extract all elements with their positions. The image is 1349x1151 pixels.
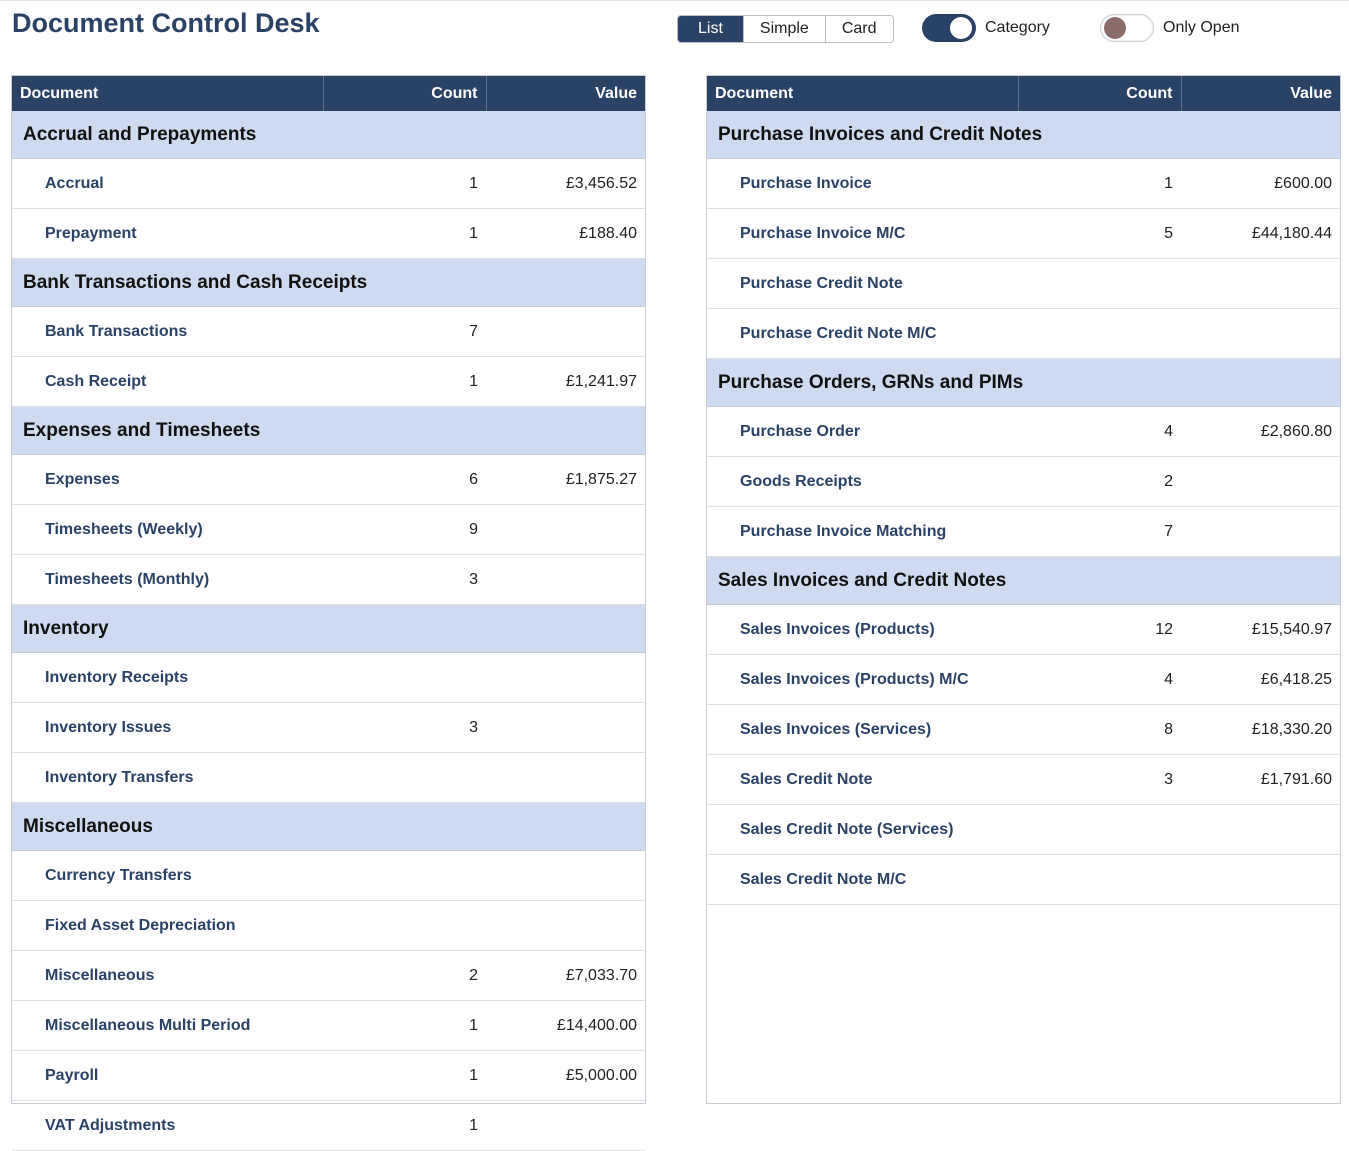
document-value: £5,000.00 <box>486 1051 645 1101</box>
view-mode-selector <box>677 15 894 43</box>
table-row[interactable] <box>707 855 1340 905</box>
table-row[interactable] <box>707 605 1340 655</box>
document-name-link[interactable]: Sales Invoices (Products) <box>707 605 1018 655</box>
table-row[interactable] <box>707 259 1340 309</box>
category-toggle-track[interactable] <box>922 14 976 42</box>
document-count: 6 <box>323 455 486 505</box>
document-name-link[interactable]: VAT Adjustments <box>12 1101 323 1151</box>
table-row[interactable] <box>12 653 645 703</box>
table-row[interactable] <box>707 209 1340 259</box>
document-name-link[interactable]: Prepayment <box>12 209 323 259</box>
category-label: Sales Invoices and Credit Notes <box>707 557 1340 605</box>
document-count <box>323 851 486 901</box>
document-name-link[interactable]: Sales Credit Note M/C <box>707 855 1018 905</box>
document-value: £7,033.70 <box>486 951 645 1001</box>
column-header-value[interactable]: Value <box>486 76 645 111</box>
table-row[interactable] <box>12 307 645 357</box>
category-label: Accrual and Prepayments <box>12 111 645 159</box>
right-document-panel <box>706 75 1341 1104</box>
only-open-toggle-track[interactable] <box>1100 14 1154 42</box>
document-count: 3 <box>323 555 486 605</box>
document-value <box>486 1101 645 1151</box>
document-value <box>486 753 645 803</box>
document-value <box>1181 855 1340 905</box>
view-mode-list-button[interactable]: List <box>678 16 743 42</box>
document-name-link[interactable]: Sales Invoices (Services) <box>707 705 1018 755</box>
document-name-link[interactable]: Inventory Issues <box>12 703 323 753</box>
document-count: 5 <box>1018 209 1181 259</box>
document-value <box>486 703 645 753</box>
document-count <box>323 753 486 803</box>
table-row[interactable] <box>12 455 645 505</box>
right-table-body <box>707 111 1340 905</box>
category-row <box>12 407 645 455</box>
column-header-document[interactable]: Document <box>707 76 1018 111</box>
document-count <box>1018 805 1181 855</box>
document-count <box>1018 259 1181 309</box>
document-name-link[interactable]: Miscellaneous Multi Period <box>12 1001 323 1051</box>
document-value <box>486 505 645 555</box>
document-name-link[interactable]: Accrual <box>12 159 323 209</box>
document-count: 1 <box>323 1051 486 1101</box>
document-name-link[interactable]: Bank Transactions <box>12 307 323 357</box>
category-label: Bank Transactions and Cash Receipts <box>12 259 645 307</box>
category-label: Purchase Orders, GRNs and PIMs <box>707 359 1340 407</box>
table-row[interactable] <box>12 505 645 555</box>
document-value <box>486 307 645 357</box>
table-row[interactable] <box>12 1001 645 1051</box>
category-row <box>12 605 645 653</box>
document-count: 1 <box>1018 159 1181 209</box>
document-name-link[interactable]: Sales Credit Note <box>707 755 1018 805</box>
document-name-link[interactable]: Cash Receipt <box>12 357 323 407</box>
document-value: £2,860.80 <box>1181 407 1340 457</box>
left-document-table <box>12 76 645 1151</box>
document-name-link[interactable]: Inventory Transfers <box>12 753 323 803</box>
document-name-link[interactable]: Timesheets (Weekly) <box>12 505 323 555</box>
document-value: £18,330.20 <box>1181 705 1340 755</box>
category-toggle[interactable] <box>922 14 1050 42</box>
table-row[interactable] <box>707 407 1340 457</box>
column-header-count[interactable]: Count <box>1018 76 1181 111</box>
table-row[interactable] <box>707 507 1340 557</box>
document-count: 7 <box>1018 507 1181 557</box>
table-row[interactable] <box>12 159 645 209</box>
table-row[interactable] <box>12 703 645 753</box>
document-name-link[interactable]: Inventory Receipts <box>12 653 323 703</box>
column-header-count[interactable]: Count <box>323 76 486 111</box>
table-row[interactable] <box>707 159 1340 209</box>
document-name-link[interactable]: Purchase Credit Note M/C <box>707 309 1018 359</box>
category-row <box>707 359 1340 407</box>
document-count: 4 <box>1018 407 1181 457</box>
table-row[interactable] <box>707 705 1340 755</box>
document-value: £6,418.25 <box>1181 655 1340 705</box>
document-value: £1,791.60 <box>1181 755 1340 805</box>
table-row[interactable] <box>707 655 1340 705</box>
document-name-link[interactable]: Purchase Invoice <box>707 159 1018 209</box>
document-value <box>486 901 645 951</box>
document-count <box>323 901 486 951</box>
document-name-link[interactable]: Goods Receipts <box>707 457 1018 507</box>
document-count: 2 <box>323 951 486 1001</box>
category-label: Inventory <box>12 605 645 653</box>
document-value <box>1181 309 1340 359</box>
document-value: £600.00 <box>1181 159 1340 209</box>
table-row[interactable] <box>12 357 645 407</box>
category-row <box>707 557 1340 605</box>
category-label: Miscellaneous <box>12 803 645 851</box>
document-count: 2 <box>1018 457 1181 507</box>
table-row[interactable] <box>12 753 645 803</box>
category-label: Expenses and Timesheets <box>12 407 645 455</box>
only-open-toggle-knob <box>1104 17 1126 39</box>
document-count: 4 <box>1018 655 1181 705</box>
table-row[interactable] <box>12 951 645 1001</box>
table-row[interactable] <box>12 1101 645 1151</box>
document-count: 1 <box>323 209 486 259</box>
document-count: 3 <box>1018 755 1181 805</box>
document-name-link[interactable]: Payroll <box>12 1051 323 1101</box>
document-count <box>1018 309 1181 359</box>
category-toggle-knob <box>950 17 972 39</box>
document-value: £44,180.44 <box>1181 209 1340 259</box>
left-document-panel <box>11 75 646 1134</box>
document-count: 1 <box>323 1001 486 1051</box>
document-count: 1 <box>323 1101 486 1151</box>
table-row[interactable] <box>707 309 1340 359</box>
table-row[interactable] <box>12 1051 645 1101</box>
document-count: 3 <box>323 703 486 753</box>
view-mode-simple-button[interactable]: Simple <box>743 16 825 42</box>
document-value <box>1181 457 1340 507</box>
only-open-toggle[interactable] <box>1100 14 1239 42</box>
document-value: £3,456.52 <box>486 159 645 209</box>
document-value <box>1181 507 1340 557</box>
document-name-link[interactable]: Purchase Invoice M/C <box>707 209 1018 259</box>
document-value: £15,540.97 <box>1181 605 1340 655</box>
only-open-toggle-label: Only Open <box>1163 19 1240 36</box>
document-name-link[interactable]: Timesheets (Monthly) <box>12 555 323 605</box>
column-header-document[interactable]: Document <box>12 76 323 111</box>
document-name-link[interactable]: Miscellaneous <box>12 951 323 1001</box>
table-row[interactable] <box>12 209 645 259</box>
column-header-value[interactable]: Value <box>1181 76 1340 111</box>
document-value <box>486 851 645 901</box>
document-value: £1,241.97 <box>486 357 645 407</box>
document-name-link[interactable]: Purchase Order <box>707 407 1018 457</box>
page-title: Document Control Desk <box>12 8 320 38</box>
top-divider <box>0 0 1349 1</box>
document-count: 12 <box>1018 605 1181 655</box>
document-value <box>1181 259 1340 309</box>
table-row[interactable] <box>707 457 1340 507</box>
category-row <box>12 259 645 307</box>
document-name-link[interactable]: Currency Transfers <box>12 851 323 901</box>
document-name-link[interactable]: Purchase Invoice Matching <box>707 507 1018 557</box>
document-name-link[interactable]: Expenses <box>12 455 323 505</box>
category-row <box>12 111 645 159</box>
category-row <box>12 803 645 851</box>
document-value <box>486 653 645 703</box>
table-row[interactable] <box>12 851 645 901</box>
document-count: 7 <box>323 307 486 357</box>
category-row <box>707 111 1340 159</box>
document-value: £1,875.27 <box>486 455 645 505</box>
category-label: Purchase Invoices and Credit Notes <box>707 111 1340 159</box>
table-row[interactable] <box>12 555 645 605</box>
table-row[interactable] <box>12 901 645 951</box>
table-row[interactable] <box>707 755 1340 805</box>
left-table-body <box>12 111 645 1151</box>
table-row[interactable] <box>707 805 1340 855</box>
document-value <box>486 555 645 605</box>
document-count: 8 <box>1018 705 1181 755</box>
category-toggle-label: Category <box>985 19 1050 36</box>
document-count <box>1018 855 1181 905</box>
document-count: 9 <box>323 505 486 555</box>
table-header-row <box>12 76 645 111</box>
document-count: 1 <box>323 159 486 209</box>
right-document-table <box>707 76 1340 905</box>
document-name-link[interactable]: Sales Credit Note (Services) <box>707 805 1018 855</box>
document-name-link[interactable]: Purchase Credit Note <box>707 259 1018 309</box>
document-name-link[interactable]: Sales Invoices (Products) M/C <box>707 655 1018 705</box>
document-value: £188.40 <box>486 209 645 259</box>
document-name-link[interactable]: Fixed Asset Depreciation <box>12 901 323 951</box>
document-value <box>1181 805 1340 855</box>
view-mode-card-button[interactable]: Card <box>825 16 893 42</box>
table-header-row <box>707 76 1340 111</box>
document-count: 1 <box>323 357 486 407</box>
document-value: £14,400.00 <box>486 1001 645 1051</box>
document-count <box>323 653 486 703</box>
